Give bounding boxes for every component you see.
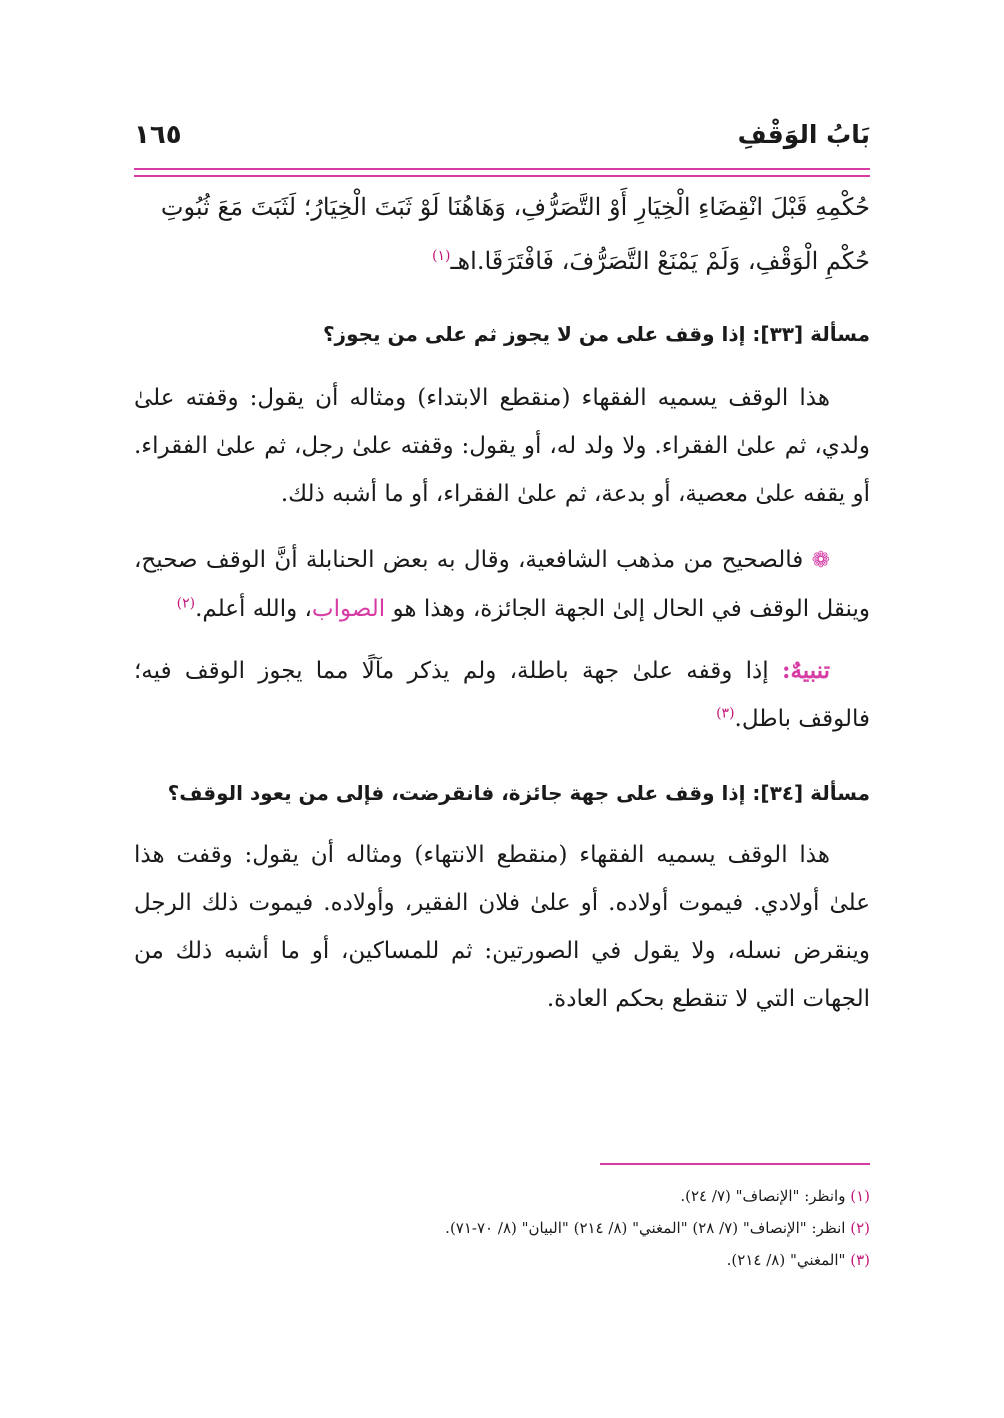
note-label: تنبيهٌ: bbox=[781, 657, 831, 684]
footnote-text: وانظر: "الإنصاف" (٧/ ٢٤). bbox=[680, 1187, 846, 1205]
question-33-paragraph: هذا الوقف يسميه الفقهاء (منقطع الابتداء) ومثاله أن يقول: وقفته علىٰ ولدي، ثم علىٰ الفقراء. ولا ولد له، أو يقول: وقفته علىٰ رجل، ثم علىٰ الفقراء. أو يقفه علىٰ معصية، أو بدعة، ثم علىٰ الفقراء، أو ما أشبه ذلك. bbox=[134, 385, 870, 507]
ruling-end: ، والله أعلم. bbox=[195, 596, 312, 622]
footnote-number: (١) bbox=[850, 1187, 870, 1205]
question-34-paragraph: هذا الوقف يسميه الفقهاء (منقطع الانتهاء) ومثاله أن يقول: وقفت هذا علىٰ أولادي. فيموت أولاده. أو علىٰ فلان الفقير، وأولاده. فيموت ذلك الرجل وينقرض نسله، ولا يقول في الصورتين: ثم للمساكين، أو ما أشبه ذلك من الجهات التي لا تنقطع بحكم العادة. bbox=[134, 842, 870, 1012]
quote-line-end bbox=[134, 234, 870, 288]
footnote-separator bbox=[600, 1163, 870, 1165]
footnote-ref-1[interactable]: (١) bbox=[432, 248, 451, 264]
question-33-title: مسألة [٣٣]: إذا وقف على من لا يجوز ثم على من يجوز؟ bbox=[322, 322, 870, 346]
footnote bbox=[134, 1212, 870, 1244]
page-number: ١٦٥ bbox=[134, 120, 182, 150]
footnote bbox=[134, 1180, 870, 1212]
quote-line: حُكْمِهِ قَبْلَ انْقِضَاءِ الْخِيَارِ أَوْ التَّصَرُّفِ، وَهَاهُنَا لَوْ ثَبَتَ الْخِيَارُ؛ لَثَبَتَ مَعَ ثُبُوتِ bbox=[160, 193, 870, 221]
ruling-text: فالصحيح من مذهب الشافعية، وقال به بعض الحنابلة أنَّ الوقف صحيح، وينقل الوقف في الحال إلىٰ الجهة الجائزة، وهذا هو bbox=[134, 547, 870, 622]
page-header bbox=[134, 120, 870, 164]
ruling-highlight: الصواب bbox=[311, 596, 386, 622]
header-rule-top bbox=[134, 168, 870, 170]
header-rule-bottom bbox=[134, 175, 870, 177]
footnote-text: انظر: "الإنصاف" (٧/ ٢٨) "المغني" (٨/ ٢١٤) "البيان" (٨/ ٧٠-٧١). bbox=[445, 1219, 846, 1237]
footnote-ref-2[interactable]: (٢) bbox=[176, 595, 196, 612]
chapter-title: بَابُ الوَقْفِ bbox=[737, 120, 870, 149]
note-paragraph bbox=[134, 647, 870, 743]
note-text: إذا وقفه علىٰ جهة باطلة، ولم يذكر مآلًا مما يجوز الوقف فيه؛ فالوقف باطل. bbox=[134, 658, 870, 732]
ruling-paragraph bbox=[134, 536, 870, 633]
footnote bbox=[134, 1244, 870, 1276]
quote-text: حُكْمِ الْوَقْفِ، وَلَمْ يَمْنَعْ التَّصَرُّفَ، فَافْتَرَقَا.اهـ bbox=[450, 247, 870, 275]
footnote-number: (٣) bbox=[850, 1251, 870, 1269]
flower-ornament-icon: ❁ bbox=[811, 548, 830, 573]
footnote-text: "المغني" (٨/ ٢١٤). bbox=[726, 1251, 846, 1269]
footnote-number: (٢) bbox=[850, 1219, 870, 1237]
question-34-title: مسألة [٣٤]: إذا وقف على جهة جائزة، فانقرضت، فإلى من يعود الوقف؟ bbox=[167, 781, 870, 805]
footnotes bbox=[134, 1180, 870, 1276]
footnote-ref-3[interactable]: (٣) bbox=[716, 705, 735, 722]
page-body bbox=[134, 180, 870, 1023]
